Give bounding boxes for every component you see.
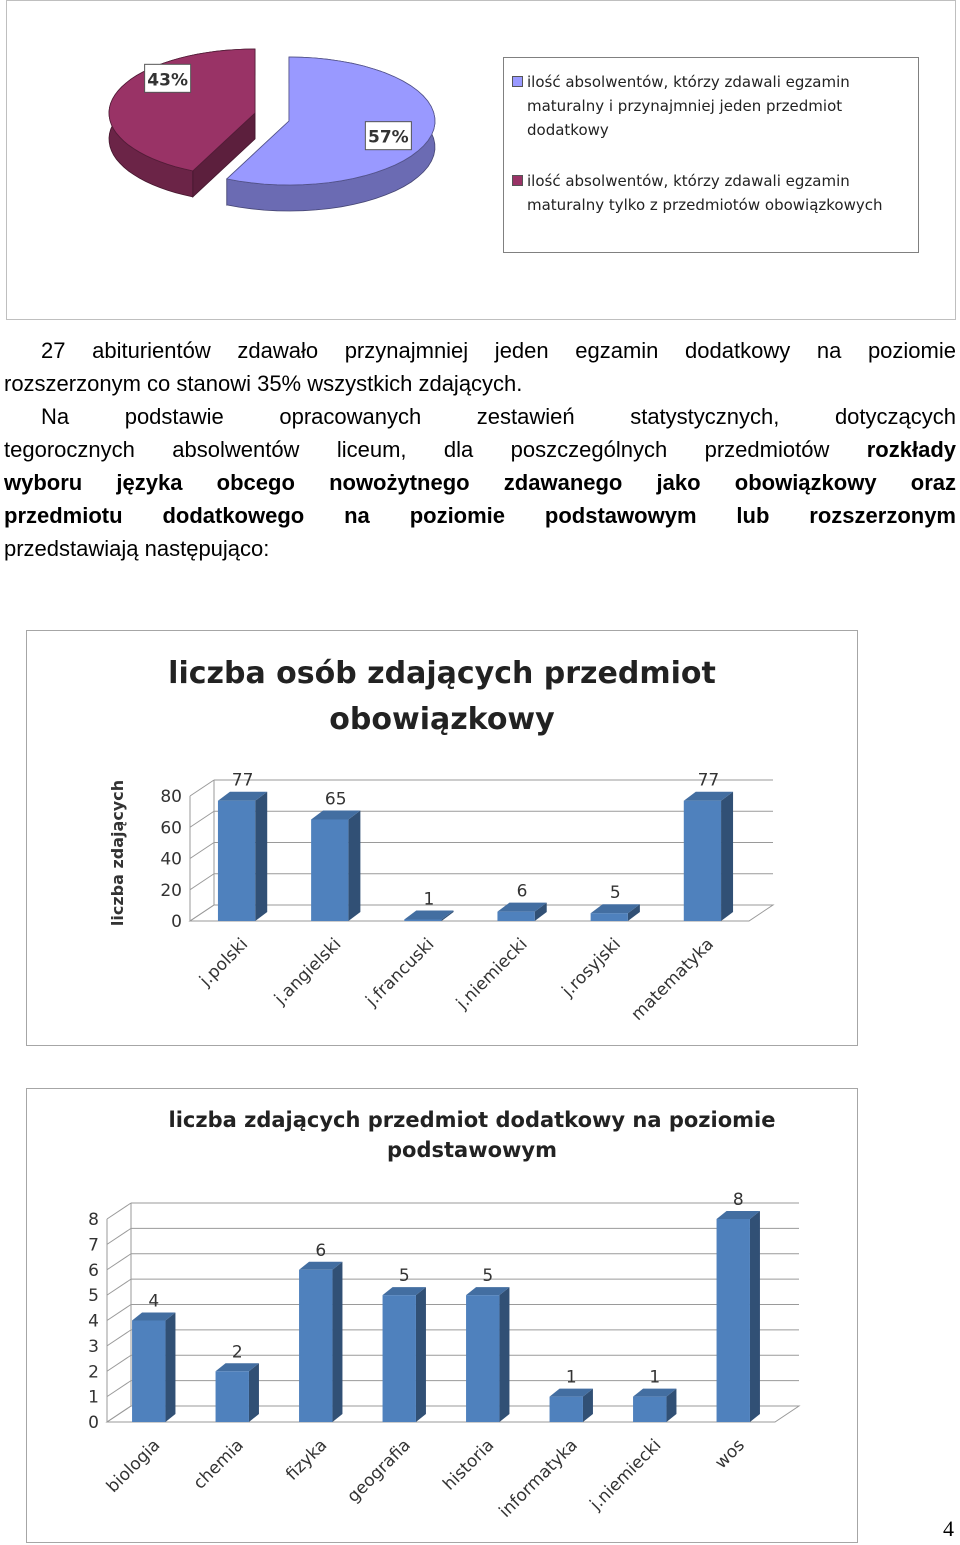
- y-tick-label: 0: [171, 912, 182, 932]
- bar-front: [591, 913, 628, 921]
- paragraph-2-bold-text: rozkłady: [866, 437, 956, 462]
- bar-value-label: 8: [732, 1190, 744, 1210]
- pie-chart-panel: [6, 0, 956, 320]
- paragraph-2-line-bold: przedmiotu dodatkowego na poziomie podstawowym lub rozszerzonym: [4, 503, 956, 528]
- bar-top: [404, 910, 453, 919]
- bar-front: [299, 1270, 332, 1422]
- bar-front: [550, 1397, 583, 1422]
- legend-item-additional: [512, 70, 908, 142]
- bar-side: [721, 792, 733, 921]
- mandatory-subjects-chart-panel: [26, 630, 858, 1046]
- bar-value-label: 77: [231, 770, 254, 791]
- bar: [383, 1287, 426, 1422]
- bar: [633, 1389, 676, 1422]
- bar: [216, 1363, 259, 1422]
- bar-side: [416, 1287, 426, 1422]
- x-category-label: matematyka: [627, 934, 718, 1025]
- gridline-side: [107, 1330, 131, 1346]
- gridline-side: [107, 1279, 131, 1295]
- bar-front: [466, 1295, 499, 1422]
- paragraph-2-line-bold: wyboru języka obcego nowożytnego zdawanego jako obowiązkowy oraz: [4, 470, 956, 495]
- bar-front: [311, 819, 348, 921]
- paragraph-2-normal-text: tegorocznych absolwentów liceum, dla poszczególnych przedmiotów: [4, 437, 867, 462]
- bar-side: [750, 1211, 760, 1422]
- legend-swatch-maroon: [512, 175, 523, 186]
- x-category-label: j.polski: [195, 934, 253, 991]
- x-category-label: fizyka: [282, 1435, 332, 1485]
- bar: [550, 1389, 593, 1422]
- gridline-side: [190, 843, 214, 859]
- x-category-label: wos: [711, 1435, 749, 1473]
- x-category-label: informatyka: [495, 1435, 582, 1522]
- x-category-label: biologia: [102, 1435, 165, 1497]
- y-tick-label: 2: [88, 1362, 99, 1383]
- bar: [717, 1211, 760, 1422]
- bar-value-label: 4: [148, 1291, 160, 1312]
- x-category-label: historia: [439, 1435, 499, 1495]
- paragraph-2-line: [4, 433, 956, 466]
- additional-subjects-chart-panel: [26, 1088, 858, 1543]
- gridline-side: [107, 1355, 131, 1371]
- bar-value-label: 5: [482, 1266, 494, 1287]
- bar-front: [132, 1321, 165, 1423]
- legend-line: ilość absolwentów, którzy zdawali egzamin: [527, 73, 850, 91]
- chart-title: liczba zdających przedmiot dodatkowy na poziomie: [168, 1108, 776, 1132]
- bar-front: [684, 801, 721, 921]
- chart-title: liczba osób zdających przedmiot: [168, 656, 716, 691]
- chart-title: obowiązkowy: [329, 702, 555, 737]
- y-tick-label: 6: [88, 1260, 99, 1281]
- bar-value-label: 5: [609, 883, 621, 904]
- x-category-label: j.niemiecki: [452, 934, 532, 1014]
- y-tick-label: 0: [88, 1413, 99, 1433]
- bar-front: [404, 919, 441, 921]
- bar-value-label: 6: [315, 1240, 327, 1261]
- legend-item-mandatory-only: [512, 169, 908, 217]
- x-category-label: j.rosyjski: [558, 934, 625, 1002]
- bar: [404, 910, 453, 921]
- paragraph-2-line: przedstawiają następująco:: [4, 536, 270, 561]
- additional-subjects-chart: [27, 1089, 859, 1544]
- legend-line: dodatkowy: [527, 121, 609, 139]
- bar-front: [717, 1219, 750, 1422]
- mandatory-subjects-chart: [27, 631, 859, 1047]
- paragraph-1: [4, 334, 956, 400]
- y-axis-label: liczba zdających: [108, 779, 127, 927]
- y-tick-label: 3: [88, 1336, 99, 1357]
- legend-line: ilość absolwentów, którzy zdawali egzamin: [527, 172, 850, 190]
- x-category-label: chemia: [189, 1435, 248, 1494]
- y-tick-label: 20: [160, 880, 182, 901]
- bar: [311, 810, 360, 921]
- bar-side: [255, 792, 267, 921]
- pie-data-label: 43%: [147, 70, 188, 91]
- gridline-side: [107, 1381, 131, 1397]
- bar: [132, 1313, 175, 1423]
- bar-front: [383, 1295, 416, 1422]
- bar-front: [497, 912, 534, 921]
- bar: [299, 1262, 342, 1422]
- chart-floor: [107, 1406, 799, 1422]
- bar-side: [332, 1262, 342, 1422]
- y-tick-label: 60: [160, 818, 182, 839]
- bar: [591, 904, 640, 921]
- gridline-side: [107, 1305, 131, 1321]
- x-category-label: j.angielski: [270, 934, 346, 1009]
- bar: [218, 792, 267, 921]
- legend-swatch-blue: [512, 76, 523, 87]
- paragraph-1-line: 27 abiturientów zdawało przynajmniej jeden egzamin dodatkowy na poziomie: [41, 338, 956, 363]
- gridline-side: [107, 1228, 131, 1244]
- chart-title: podstawowym: [387, 1138, 557, 1162]
- bar-side: [348, 810, 360, 921]
- bar: [684, 792, 733, 921]
- pie-data-label: 57%: [368, 127, 409, 148]
- bar: [466, 1287, 509, 1422]
- paragraph-1-line: rozszerzonym co stanowi 35% wszystkich zdających.: [4, 371, 523, 396]
- bar-value-label: 1: [565, 1367, 577, 1388]
- bar-value-label: 5: [398, 1266, 410, 1287]
- gridline-side: [190, 780, 214, 796]
- gridline-side: [107, 1203, 131, 1219]
- paragraph-2: [4, 400, 956, 565]
- bar-value-label: 1: [423, 889, 435, 910]
- bar-front: [216, 1371, 249, 1422]
- y-tick-label: 8: [88, 1210, 99, 1230]
- bar-value-label: 65: [324, 789, 347, 810]
- y-tick-label: 1: [88, 1387, 99, 1408]
- gridline-side: [107, 1254, 131, 1270]
- bar-side: [249, 1363, 259, 1422]
- bar-side: [165, 1313, 175, 1423]
- bar-value-label: 2: [231, 1342, 243, 1363]
- x-category-label: j.niemiecki: [586, 1435, 666, 1515]
- y-tick-label: 5: [88, 1286, 99, 1307]
- y-tick-label: 4: [88, 1311, 99, 1332]
- paragraph-2-line: Na podstawie opracowanych zestawień statystycznych, dotyczących: [41, 404, 956, 429]
- bar-side: [499, 1287, 509, 1422]
- bar-value-label: 1: [649, 1367, 661, 1388]
- gridline-side: [190, 811, 214, 827]
- gridline-side: [190, 874, 214, 890]
- pie-legend: [503, 57, 919, 253]
- page-number: 4: [943, 1516, 954, 1541]
- bar-front: [633, 1397, 666, 1422]
- bar-value-label: 77: [697, 770, 720, 791]
- legend-line: maturalny tylko z przedmiotów obowiązkowych: [527, 196, 883, 214]
- y-tick-label: 7: [88, 1235, 99, 1256]
- x-category-label: j.francuski: [362, 934, 439, 1011]
- bar-value-label: 6: [516, 881, 528, 902]
- legend-line: maturalny i przynajmniej jeden przedmiot: [527, 97, 843, 115]
- x-category-label: geografia: [343, 1435, 415, 1507]
- y-tick-label: 80: [160, 787, 182, 807]
- bar-front: [218, 801, 255, 921]
- y-tick-label: 40: [160, 849, 182, 870]
